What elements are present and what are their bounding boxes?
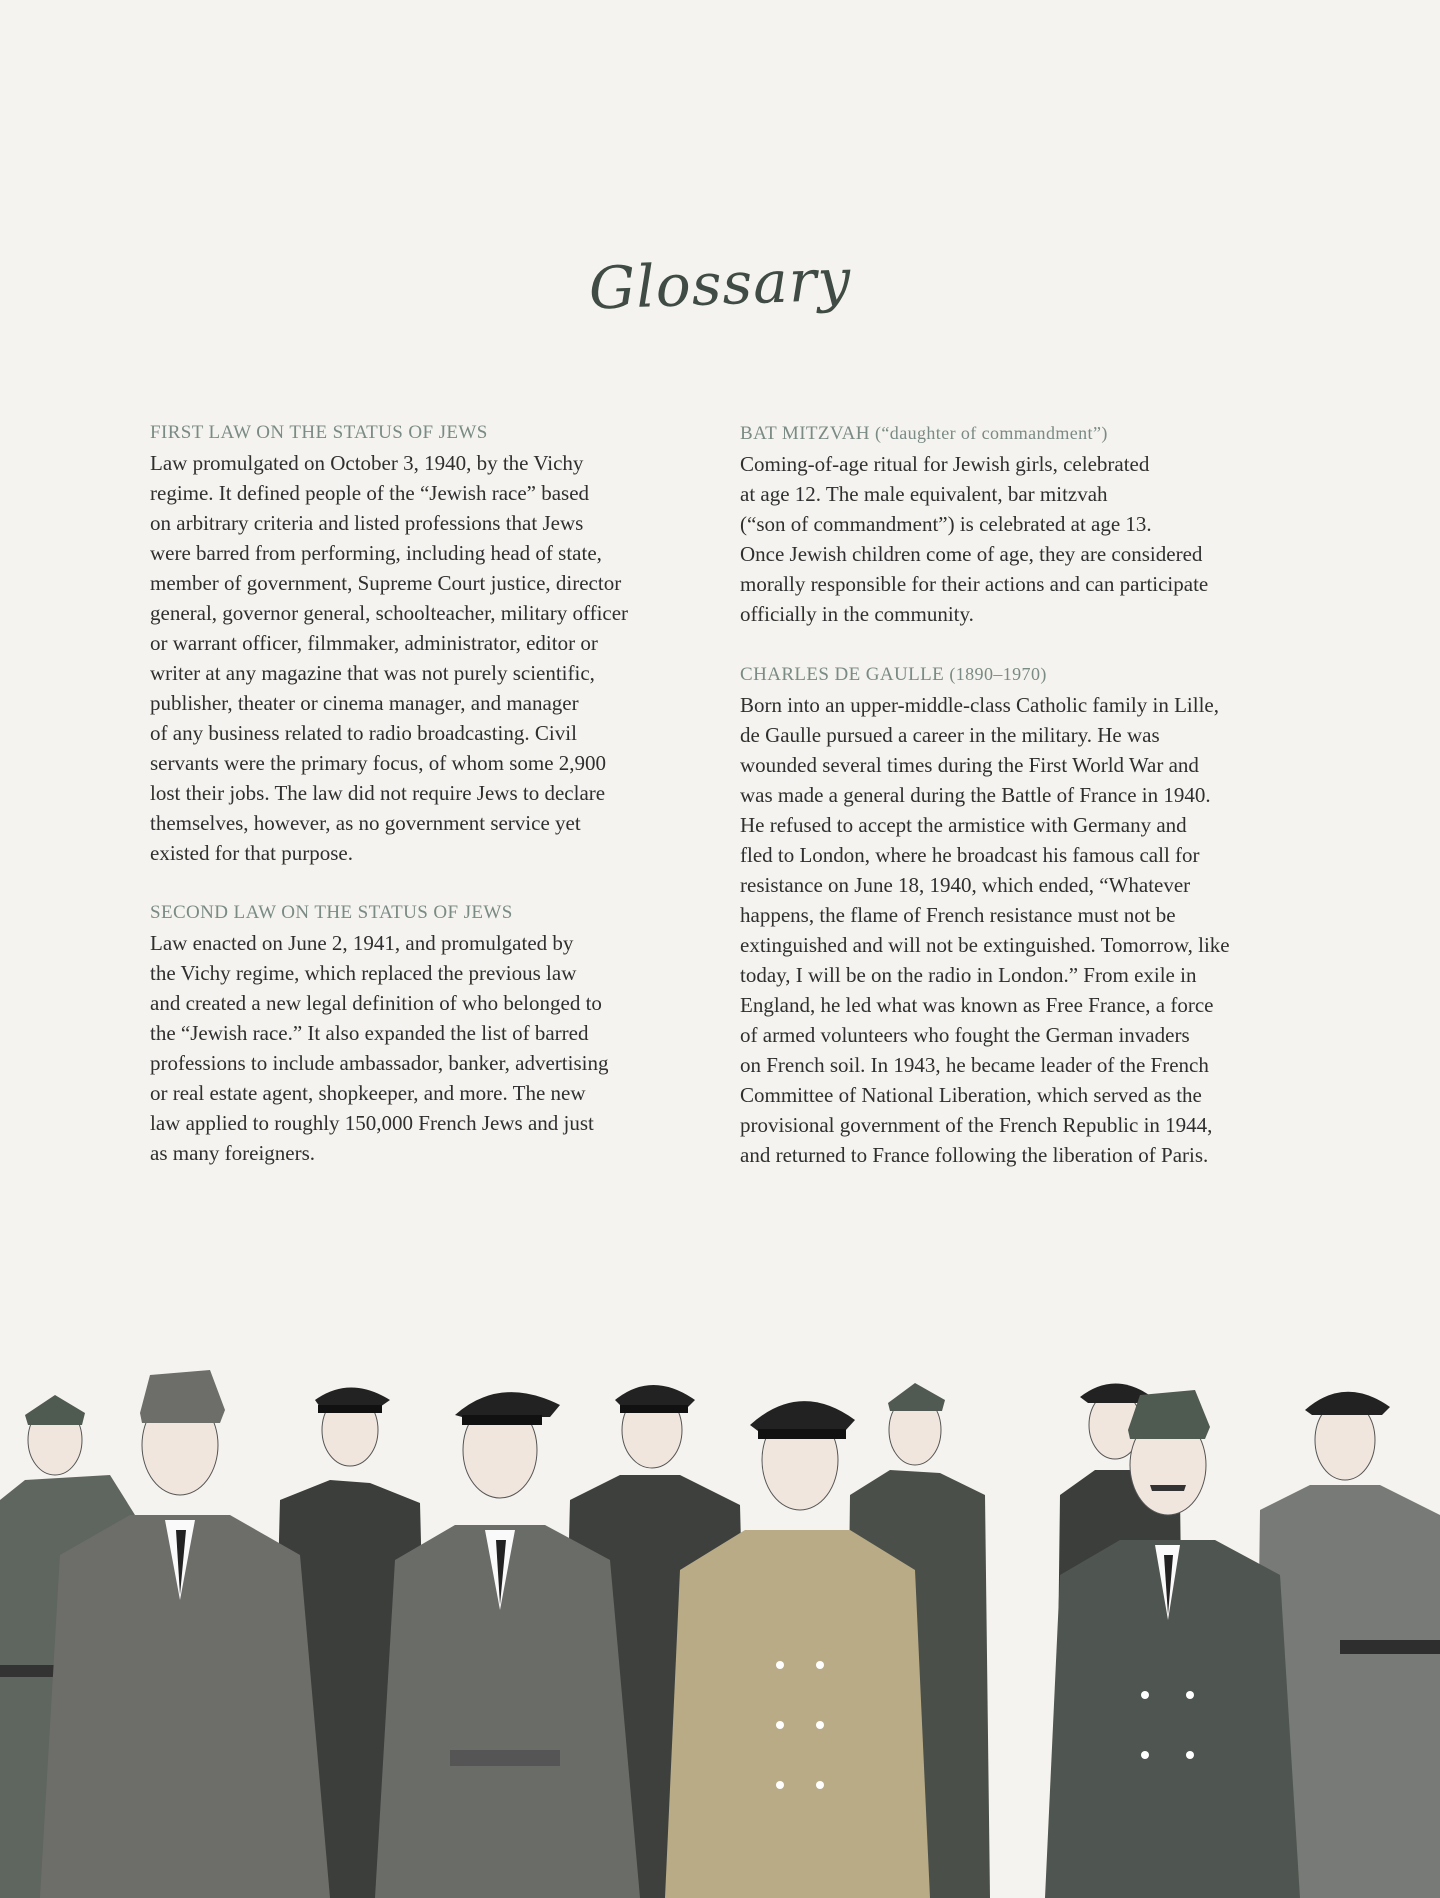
entry-heading	[740, 659, 1285, 690]
body-line: member of government, Supreme Court justice, director	[150, 571, 622, 595]
entry-heading-text: BAT MITZVAH	[740, 423, 870, 444]
entry-heading-text: SECOND LAW ON THE STATUS OF JEWS	[150, 902, 513, 923]
figure-center-left-officer	[375, 1392, 640, 1898]
body-line: Law promulgated on October 3, 1940, by the Vichy	[150, 451, 584, 475]
glossary-entry-bat-mitzvah	[740, 418, 1285, 629]
body-line: Coming-of-age ritual for Jewish girls, celebrated	[740, 452, 1150, 476]
body-line: England, he led what was known as Free France, a force	[740, 993, 1214, 1017]
body-line: or warrant officer, filmmaker, administrator, editor or	[150, 631, 598, 655]
body-line: servants were the primary focus, of whom some 2,900	[150, 751, 607, 775]
body-line: of any business related to radio broadcasting. Civil	[150, 721, 577, 745]
glossary-column-left	[150, 418, 695, 1198]
body-line: resistance on June 18, 1940, which ended, “Whatever	[740, 873, 1191, 897]
body-line: was made a general during the Battle of France in 1940.	[740, 783, 1211, 807]
body-line: fled to London, where he broadcast his famous call for	[740, 843, 1200, 867]
body-line: and returned to France following the liberation of Paris.	[740, 1143, 1209, 1167]
body-line: themselves, however, as no government service yet	[150, 811, 581, 835]
body-line: publisher, theater or cinema manager, and manager	[150, 691, 579, 715]
glossary-entry-charles-de-gaulle	[740, 659, 1285, 1170]
page-title: Glossary	[587, 245, 853, 323]
body-line: the “Jewish race.” It also expanded the list of barred	[150, 1021, 589, 1045]
body-line: of armed volunteers who fought the German invaders	[740, 1023, 1190, 1047]
body-line: writer at any magazine that was not purely scientific,	[150, 661, 595, 685]
entry-heading-text: FIRST LAW ON THE STATUS OF JEWS	[150, 422, 488, 443]
body-line: were barred from performing, including head of state,	[150, 541, 602, 565]
glossary-entry-first-law	[150, 418, 695, 868]
officers-illustration	[0, 1345, 1440, 1898]
body-line: wounded several times during the First World War and	[740, 753, 1199, 777]
body-line: de Gaulle pursued a career in the military. He was	[740, 723, 1160, 747]
entry-heading-sub: (1890–1970)	[949, 664, 1047, 684]
body-line: (“son of commandment”) is celebrated at age 13.	[740, 512, 1152, 536]
body-line: existed for that purpose.	[150, 841, 353, 865]
body-line: Born into an upper-middle-class Catholic family in Lille,	[740, 693, 1219, 717]
body-line: today, I will be on the radio in London.” From exile in	[740, 963, 1197, 987]
glossary-entry-second-law	[150, 898, 695, 1168]
body-line: on arbitrary criteria and listed professions that Jews	[150, 511, 584, 535]
glossary-column-right	[740, 418, 1285, 1200]
body-line: and created a new legal definition of who belonged to	[150, 991, 602, 1015]
entry-heading-text: CHARLES DE GAULLE	[740, 664, 945, 685]
body-line: on French soil. In 1943, he became leader of the French	[740, 1053, 1209, 1077]
body-line: regime. It defined people of the “Jewish race” based	[150, 481, 590, 505]
body-line: general, governor general, schoolteacher, military officer	[150, 601, 629, 625]
entry-heading-sub: (“daughter of commandment”)	[875, 423, 1108, 443]
body-line: Law enacted on June 2, 1941, and promulgated by	[150, 931, 574, 955]
body-line: law applied to roughly 150,000 French Jews and just	[150, 1111, 594, 1135]
body-line: the Vichy regime, which replaced the previous law	[150, 961, 577, 985]
body-line: or real estate agent, shopkeeper, and more. The new	[150, 1081, 586, 1105]
body-line: He refused to accept the armistice with Germany and	[740, 813, 1187, 837]
body-line: happens, the flame of French resistance must not be	[740, 903, 1176, 927]
body-line: morally responsible for their actions and can participate	[740, 572, 1209, 596]
figure-front-left-officer	[40, 1370, 330, 1898]
body-line: extinguished and will not be extinguished. Tomorrow, like	[740, 933, 1230, 957]
entry-heading	[150, 418, 695, 448]
figure-right-officer	[1045, 1390, 1300, 1898]
body-line: lost their jobs. The law did not require Jews to declare	[150, 781, 606, 805]
entry-heading	[150, 898, 695, 928]
entry-heading	[740, 418, 1285, 449]
body-line: officially in the community.	[740, 602, 974, 626]
body-line: provisional government of the French Republic in 1944,	[740, 1113, 1213, 1137]
body-line: professions to include ambassador, banker, advertising	[150, 1051, 609, 1075]
body-line: at age 12. The male equivalent, bar mitzvah	[740, 482, 1108, 506]
body-line: Once Jewish children come of age, they are considered	[740, 542, 1203, 566]
body-line: as many foreigners.	[150, 1141, 316, 1165]
body-line: Committee of National Liberation, which served as the	[740, 1083, 1202, 1107]
